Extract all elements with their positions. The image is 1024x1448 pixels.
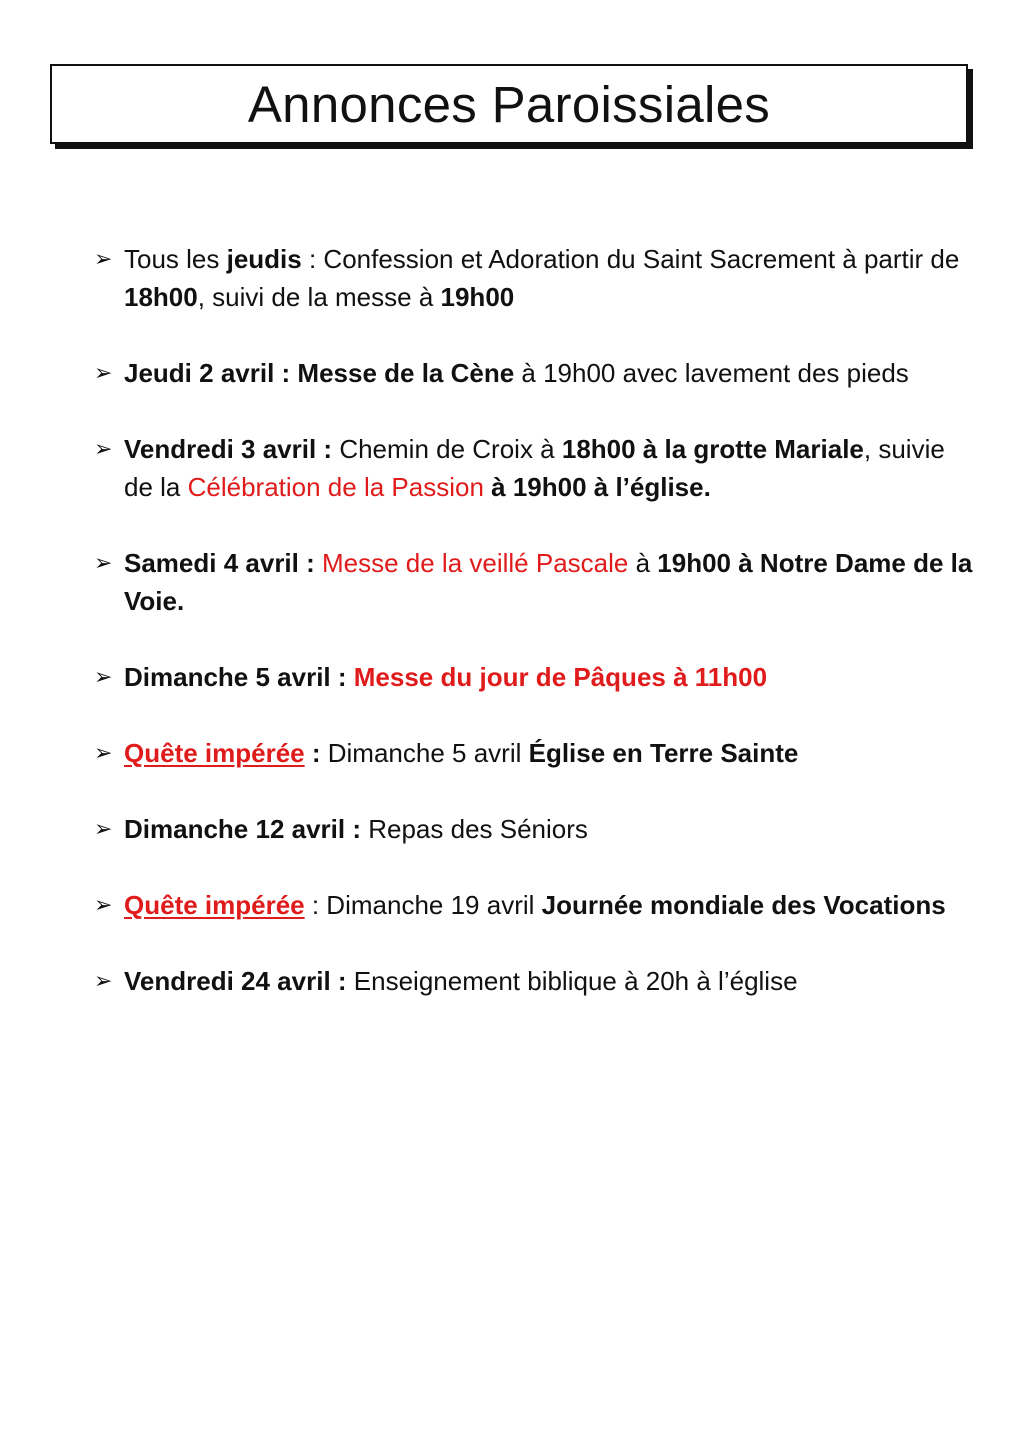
arrow-bullet-icon: ➢: [94, 550, 113, 575]
title-box: [50, 64, 968, 144]
arrow-bullet-icon: ➢: [94, 740, 113, 765]
announcement-text: Quête impérée: [124, 890, 305, 920]
announcement-text: , suivi de la messe à: [197, 282, 441, 312]
announcement-text: Chemin de Croix à: [332, 434, 562, 464]
announcement-text: à: [628, 548, 658, 578]
announcement-item: [94, 240, 974, 316]
announcement-text: Église en Terre Sainte: [528, 738, 799, 768]
arrow-bullet-icon: ➢: [94, 360, 113, 385]
announcement-text: Dimanche 5 avril: [327, 738, 529, 768]
announcement-text: Journée mondiale des Vocations: [541, 890, 946, 920]
announcement-text: : Confession et Adoration du Saint Sacrement à partir de: [301, 244, 960, 274]
announcement-text: 18h00 à la grotte Mariale: [561, 434, 864, 464]
announcement-text: Enseignement biblique à 20h à l’église: [346, 966, 798, 996]
arrow-bullet-icon: ➢: [94, 892, 113, 917]
announcement-item: [94, 430, 974, 506]
announcement-text: Messe du jour de Pâques à 11h00: [346, 662, 768, 692]
announcement-item: [94, 810, 974, 848]
announcement-text: , suivie de la: [124, 434, 945, 502]
announcement-item: [94, 658, 974, 696]
arrow-bullet-icon: ➢: [94, 816, 113, 841]
arrow-bullet-icon: ➢: [94, 246, 113, 271]
announcement-item: [94, 962, 974, 1000]
arrow-bullet-icon: ➢: [94, 436, 113, 461]
arrow-bullet-icon: ➢: [94, 968, 113, 993]
announcement-text: 19h00: [440, 282, 515, 312]
arrow-bullet-icon: ➢: [94, 664, 113, 689]
announcement-item: [94, 354, 974, 392]
announcement-text: Dimanche 5 avril :: [124, 662, 347, 692]
announcement-item: [94, 734, 974, 772]
announcement-item: [94, 544, 974, 620]
announcement-text: Vendredi 3 avril :: [124, 434, 333, 464]
announcement-text: Quête impérée: [124, 738, 305, 768]
announcement-text: à 19h00 à l’église.: [483, 472, 711, 502]
announcement-text: jeudis: [226, 244, 302, 274]
announcement-text: : Dimanche 19 avril: [304, 890, 542, 920]
announcement-text: 19h00 à Notre Dame de la Voie.: [124, 548, 973, 616]
announcement-list: [94, 240, 974, 1038]
announcement-text: Jeudi 2 avril : Messe de la Cène: [124, 358, 515, 388]
announcement-text: Tous les: [124, 244, 227, 274]
announcement-text: Vendredi 24 avril :: [124, 966, 347, 996]
announcement-text: Messe de la veillé Pascale: [314, 548, 629, 578]
announcement-text: Repas des Séniors: [361, 814, 588, 844]
announcement-text: Célébration de la Passion: [187, 472, 484, 502]
announcement-text: Dimanche 12 avril :: [124, 814, 361, 844]
announcement-item: [94, 886, 974, 924]
announcement-text: :: [304, 738, 328, 768]
announcement-text: Samedi 4 avril :: [124, 548, 315, 578]
page-title: Annonces Paroissiales: [247, 75, 771, 133]
announcement-text: à 19h00 avec lavement des pieds: [514, 358, 909, 388]
announcement-text: 18h00: [124, 282, 198, 312]
